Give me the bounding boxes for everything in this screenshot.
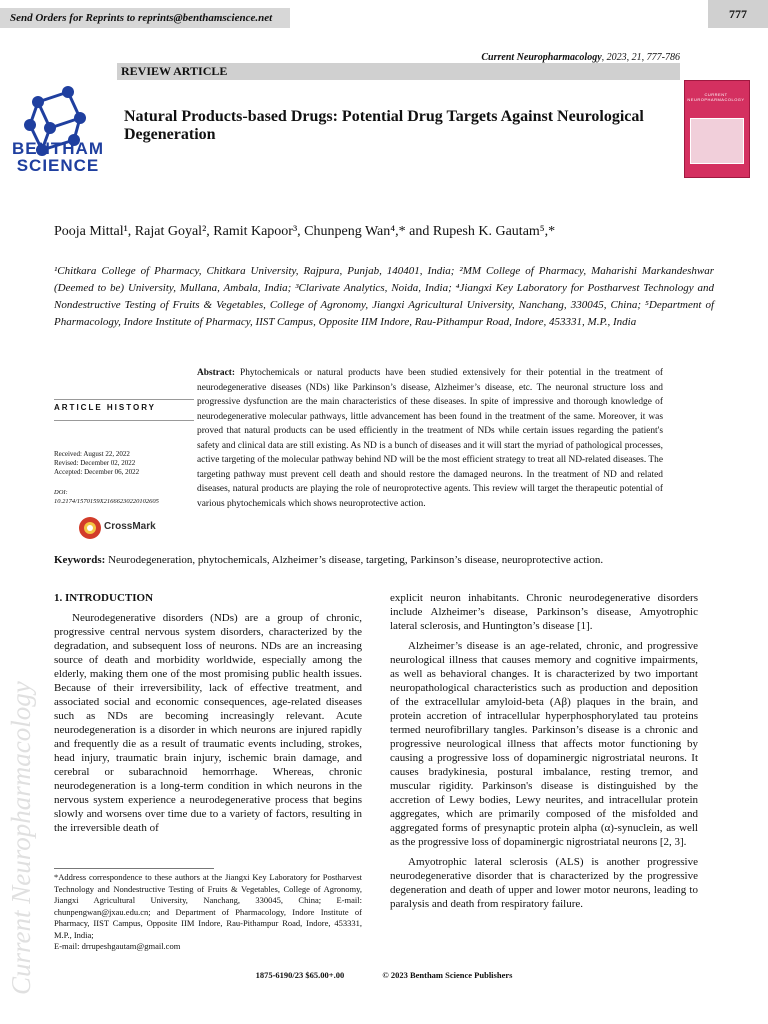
sidebar-journal-text: Current Neuropharmacology <box>6 681 36 995</box>
correspondence-footnote <box>54 872 362 953</box>
received-date: Received: August 22, 2022 <box>54 450 130 458</box>
body-paragraph: Amyotrophic lateral sclerosis (ALS) is another progressive neurodegenerative disorder that is characterized by the progressive degeneration and death of upper and lower motor neurons, leading to paralysis and death from respiratory failure. <box>390 856 698 910</box>
body-paragraph: Neurodegenerative disorders (NDs) are a group of chronic, progressive central nervous system disorders, characterized by the degradation, and subsequent loss of neurons. NDs are an increasing source of death and morbidity worldwide, especially among the elderly, making them one of the most promising public health issues. Because of their irreversibility, lack of effective treatment, and associated social and economic consequences, age-related diseases such as NDs are becoming increasingly relevant. Acute neurodegeneration is a disorder in which neurons are injured rapidly and frequently die as a result of traumatic events including, strokes, head injury, traumatic brain injury, ischemic brain damage, and cerebral or subarachnoid hemorrhage. Whereas, chronic neurodegeneration is a long-term condition in which neurons in the nervous system experience a neurodegenerative process that begins slowly and worsens over time due to a variety of factors, resulting in the irreversible death of <box>54 612 362 834</box>
author-list: Pooja Mittal¹, Rajat Goyal², Ramit Kapoor³, Chunpeng Wan⁴,* and Rupesh K. Gautam⁵,* <box>54 224 556 239</box>
logo-line-science: SCIENCE <box>16 156 100 175</box>
body-right-column <box>390 591 698 917</box>
affiliations: ¹Chitkara College of Pharmacy, Chitkara University, Rajpura, Punjab, 140401, India; ²MM College of Pharmacy, Maharishi Markandeshwar (Deemed to be) University, Mullana, Ambala, India; ³Clarivate Analytics, Noida, India; ⁴Jiangxi Key Laboratory for Postharvest Technology and Nondestructive Testing of Fruits & Vegetables, College of Agronomy, Jiangxi Agricultural University, Nanchang, 330045, China; ⁵Department of Pharmacology, Indore Institute of Pharmacy, IIST Campus, Opposite IIM Indore, Rau-Pithampur Road, Indore, 453331, M.P., India <box>54 265 714 328</box>
footnote-text: *Address correspondence to these authors at the Jiangxi Key Laboratory for Postharvest Technology and Nondestructive Testing of Fruits & Vegetables, College of Agronomy, Jiangxi Agricultural University, Nanchang, 330045, China; E-mail: chunpengwan@jxau.edu.cn; and Department of Pharmacology, Indore Institute of Pharmacy, IIST Campus, Opposite IIM Indore, Rau-Pithampur Road, Indore, 453331, M.P., India; <box>54 872 362 940</box>
keywords-label: Keywords: <box>54 554 106 566</box>
page-number: 777 <box>708 0 768 28</box>
logo-line-bentham: BENTHAM <box>12 139 104 158</box>
revised-date: Revised: December 02, 2022 <box>54 459 136 467</box>
journal-citation <box>300 52 680 63</box>
history-dates <box>54 450 194 477</box>
issn-price: 1875-6190/23 $65.00+.00 <box>255 970 345 980</box>
section-heading-introduction: 1. INTRODUCTION <box>54 592 154 604</box>
page-footer <box>0 970 768 980</box>
reprint-notice: Send Orders for Reprints to reprints@benthamscience.net <box>0 8 290 28</box>
crossmark-label[interactable]: CrossMark <box>104 521 156 532</box>
doi-block <box>54 488 194 506</box>
publisher-logo-text <box>8 140 108 174</box>
doi-label: DOI: <box>54 489 68 496</box>
footnote-email[interactable]: E-mail: drrupeshgautam@gmail.com <box>54 941 181 951</box>
journal-name: Current Neuropharmacology <box>481 52 602 63</box>
keywords-text: Neurodegeneration, phytochemicals, Alzheimer’s disease, targeting, Parkinson’s disease, neuroprotective action. <box>108 554 604 566</box>
accepted-date: Accepted: December 06, 2022 <box>54 468 140 476</box>
body-left-column <box>54 591 362 841</box>
journal-cover-illustration <box>690 118 744 164</box>
journal-volume-pages: , 2023, 21, 777-786 <box>601 52 680 63</box>
article-type-banner: REVIEW ARTICLE <box>117 63 680 80</box>
doi-link[interactable]: 10.2174/1570159X21666230220102605 <box>54 498 159 505</box>
keywords <box>54 553 714 567</box>
footnote-rule <box>54 868 214 869</box>
abstract-label: Abstract: <box>197 368 236 378</box>
body-paragraph: Alzheimer’s disease is an age-related, chronic, and progressive neurological illness that causes memory and cognitive impairments, as well as behavioral changes. It is characterized by two important neuropathological characteristics such as production and deposition of the extracellular amyloid-beta (Aβ) plaques in the brain, and protein accretion of intracellular hyperphosphorylated tau proteins termed neurofibrillary tangles. Parkinson’s disease is a chronic and progressive neurological illness that affects motor functioning by causing a progressive loss of dopaminergic nigrostriatal neurons. It causes bradykinesia, postural imbalance, resting tremor, and muscular rigidity. Parkinson's disease is distinguished by the accretion of Lewy bodies, Lewy neurites, and intracellular protein aggregates, which are primarily composed of the misfolded and aggregated forms of presynaptic protein alpha (α)-synuclein, as well as the progressive loss of dopaminergic nigrostriatal neurons [2, 3]. <box>390 640 698 848</box>
abstract-text: Phytochemicals or natural products have been studied extensively for their potential in the treatment of neurodegenerative diseases (NDs) like Parkinson’s disease, Alzheimer’s disease, etc. The neuronal structure loss and progressive dysfunction are the main characteristics of these diseases. In spite of impressive and thorough knowledge of neurodegenerative molecular pathways, little advancement has been found in the treatment of the same. Moreover, it was proved that natural products can be used efficiently in the treatment of NDs while certain issues regarding the patient's safety and clinical data are still existing. As ND is a bunch of diseases and it will start the myriad of pathological processes, active targeting of the molecular pathway behind ND will be the most efficient strategy to treat all ND-related diseases. The targeting pathway must prevent cell death and should restore the damaged neurons. In the treatment of ND and related diseases, natural products are playing the role of neuroprotective agents. This review will target the therapeutic potential of various phytochemicals which shows neuroprotective action. <box>197 368 664 509</box>
history-rule-top <box>54 399 194 400</box>
journal-cover-label: CURRENT NEUROPHARMACOLOGY <box>687 92 745 102</box>
body-paragraph: explicit neuron inhabitants. Chronic neurodegenerative disorders include Alzheimer’s disease, Parkinson’s disease, Amyotrophic lateral sclerosis, and Huntington’s disease [1]. <box>390 592 698 632</box>
sidebar-journal-watermark <box>4 540 38 1000</box>
article-history-heading: ARTICLE HISTORY <box>54 403 157 412</box>
copyright: © 2023 Bentham Science Publishers <box>382 970 513 980</box>
history-rule-bottom <box>54 420 194 421</box>
article-title: Natural Products-based Drugs: Potential Drug Targets Against Neurological Degeneration <box>124 108 644 143</box>
abstract <box>197 366 663 511</box>
